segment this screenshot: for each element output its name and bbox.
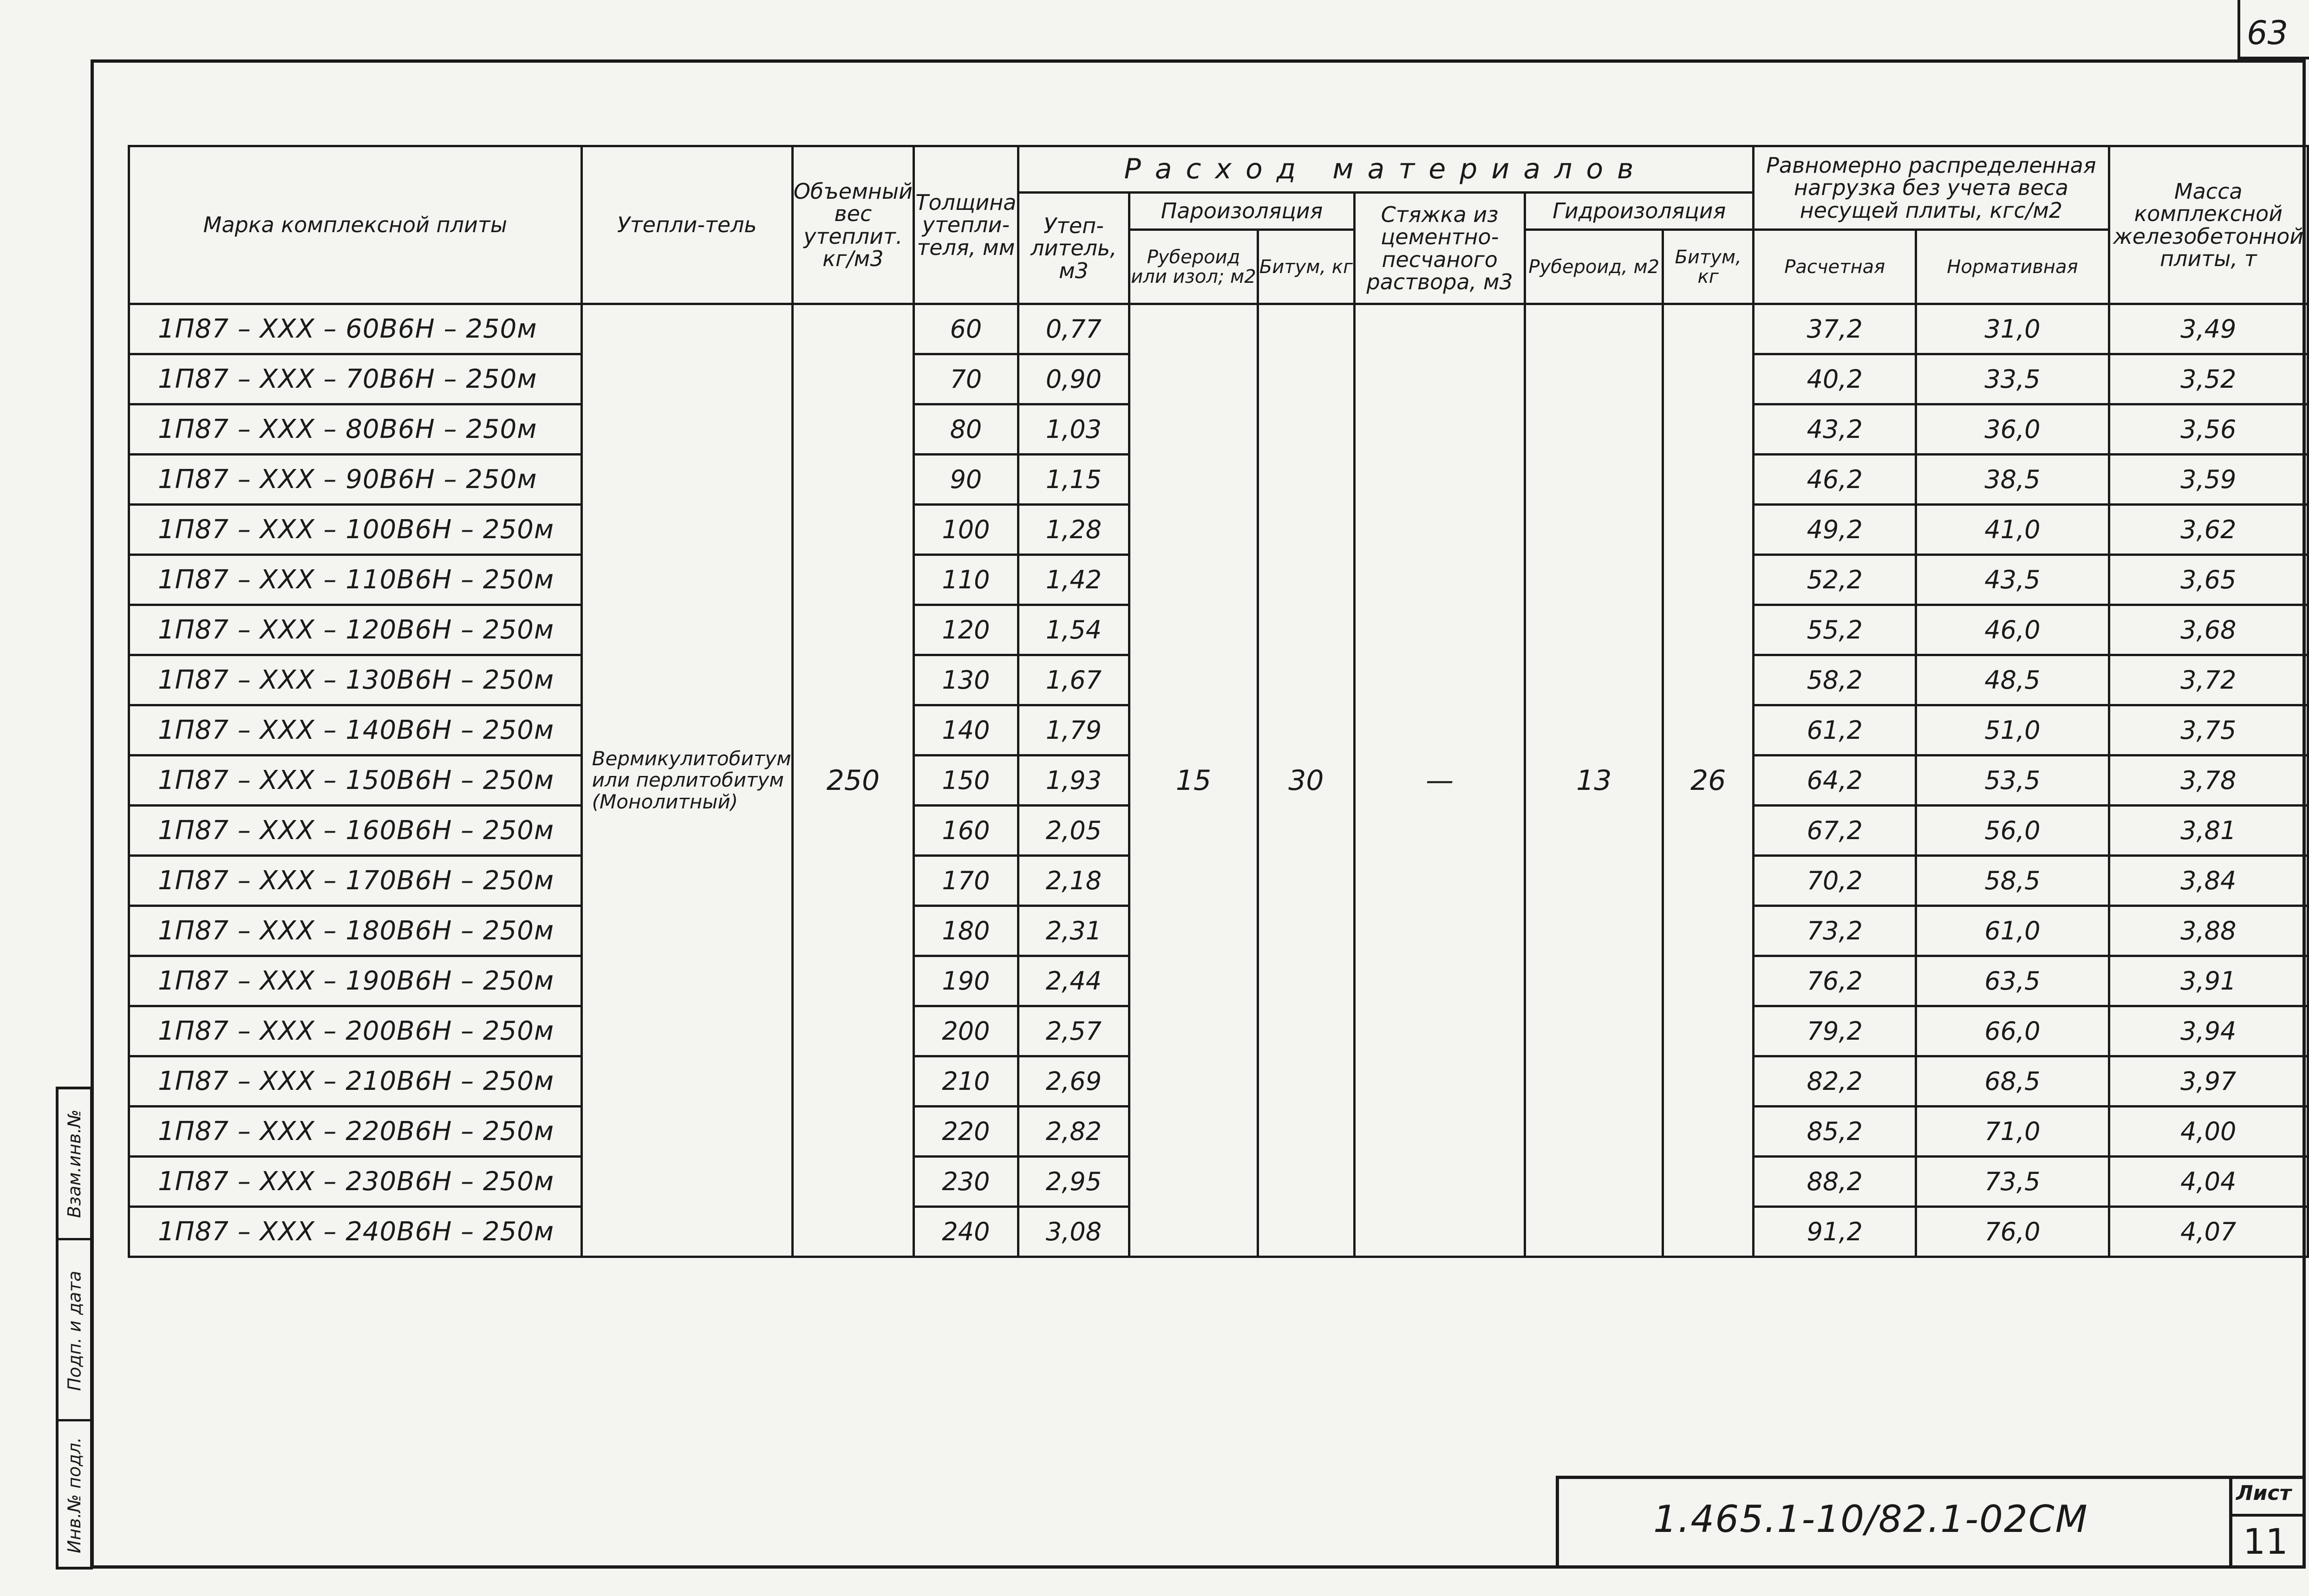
cell-mark: 1П87 – XXX – 220В6Н – 250м <box>129 1107 582 1157</box>
stamp-sign: Подп. и дата <box>59 1238 90 1421</box>
cell-load-normative: 58,5 <box>1916 856 2109 906</box>
cell-mark: 1П87 – XXX – 190В6Н – 250м <box>129 956 582 1006</box>
cell-thickness: 240 <box>914 1207 1018 1257</box>
cell-mass: 3,91 <box>2109 956 2308 1006</box>
cell-cons-insulation: 0,77 <box>1018 304 1129 354</box>
cell-load-normative: 33,5 <box>1916 354 2109 404</box>
cell-load-normative: 48,5 <box>1916 655 2109 705</box>
cell-mark: 1П87 – XXX – 230В6Н – 250м <box>129 1157 582 1207</box>
cell-mass: 3,88 <box>2109 906 2308 956</box>
cell-load-design: 46,2 <box>1754 455 1916 505</box>
cell-load-normative: 61,0 <box>1916 906 2109 956</box>
cell-mark: 1П87 – XXX – 170В6Н – 250м <box>129 856 582 906</box>
cell-mark: 1П87 – XXX – 160В6Н – 250м <box>129 806 582 856</box>
header-hydro: Гидроизоляция <box>1525 193 1754 230</box>
cell-load-design: 43,2 <box>1754 404 1916 455</box>
cell-cons-insulation: 1,03 <box>1018 404 1129 455</box>
cell-load-normative: 46,0 <box>1916 605 2109 655</box>
cell-hydro-bitumen: 26 <box>1663 304 1754 1257</box>
cell-vapor-bitumen: 30 <box>1258 304 1354 1257</box>
header-vapor: Пароизоляция <box>1129 193 1355 230</box>
cell-load-normative: 31,0 <box>1916 304 2109 354</box>
cell-mark: 1П87 – XXX – 200В6Н – 250м <box>129 1006 582 1056</box>
cell-load-normative: 66,0 <box>1916 1006 2109 1056</box>
cell-load-normative: 51,0 <box>1916 705 2109 756</box>
cell-mass: 3,59 <box>2109 455 2308 505</box>
cell-load-design: 76,2 <box>1754 956 1916 1006</box>
cell-load-normative: 73,5 <box>1916 1157 2109 1207</box>
cell-load-design: 58,2 <box>1754 655 1916 705</box>
cell-mark: 1П87 – XXX – 70В6Н – 250м <box>129 354 582 404</box>
header-mass: Масса комплексной железобетонной плиты, т <box>2109 146 2308 304</box>
cell-load-normative: 68,5 <box>1916 1056 2109 1107</box>
cell-load-normative: 63,5 <box>1916 956 2109 1006</box>
cell-cons-insulation: 3,08 <box>1018 1207 1129 1257</box>
cell-thickness: 80 <box>914 404 1018 455</box>
cell-cons-insulation: 2,18 <box>1018 856 1129 906</box>
cell-thickness: 230 <box>914 1157 1018 1207</box>
cell-mark: 1П87 – XXX – 210В6Н – 250м <box>129 1056 582 1107</box>
cell-cons-insulation: 1,93 <box>1018 756 1129 806</box>
cell-mass: 4,07 <box>2109 1207 2308 1257</box>
cell-load-design: 61,2 <box>1754 705 1916 756</box>
materials-table <box>128 145 2309 1258</box>
margin-stamp <box>56 1087 93 1570</box>
cell-mass: 3,78 <box>2109 756 2308 806</box>
cell-load-design: 37,2 <box>1754 304 1916 354</box>
cell-thickness: 160 <box>914 806 1018 856</box>
sheet-box-divider <box>2229 1514 2306 1517</box>
header-screed: Стяжка из цементно-песчаного раствора, м3 <box>1354 193 1525 304</box>
document-code: 1.465.1-10/82.1-02СМ <box>1653 1498 2088 1541</box>
cell-mark: 1П87 – XXX – 240В6Н – 250м <box>129 1207 582 1257</box>
cell-cons-insulation: 1,28 <box>1018 505 1129 555</box>
cell-thickness: 170 <box>914 856 1018 906</box>
cell-mass: 3,81 <box>2109 806 2308 856</box>
cell-mass: 3,72 <box>2109 655 2308 705</box>
cell-mass: 3,65 <box>2109 555 2308 605</box>
header-consumption: Расход материалов <box>1018 146 1753 193</box>
cell-vapor-ruberoid: 15 <box>1129 304 1258 1257</box>
cell-load-design: 67,2 <box>1754 806 1916 856</box>
sheet-number: 11 <box>2243 1521 2288 1562</box>
cell-thickness: 110 <box>914 555 1018 605</box>
cell-mark: 1П87 – XXX – 130В6Н – 250м <box>129 655 582 705</box>
cell-volume-weight: 250 <box>792 304 913 1257</box>
cell-mass: 3,75 <box>2109 705 2308 756</box>
header-insulation: Утепли-тель <box>581 146 792 304</box>
cell-load-normative: 53,5 <box>1916 756 2109 806</box>
header-hydro-bitumen: Битум, кг <box>1663 230 1754 304</box>
cell-mass: 3,94 <box>2109 1006 2308 1056</box>
cell-load-normative: 71,0 <box>1916 1107 2109 1157</box>
header-vapor-ruberoid: Рубероид или изол; м2 <box>1129 230 1258 304</box>
cell-mark: 1П87 – XXX – 110В6Н – 250м <box>129 555 582 605</box>
header-cons-insulation: Утеп-литель, м3 <box>1018 193 1129 304</box>
cell-load-normative: 76,0 <box>1916 1207 2109 1257</box>
cell-thickness: 60 <box>914 304 1018 354</box>
header-thickness: Толщина утепли-теля, мм <box>914 146 1018 304</box>
cell-load-design: 55,2 <box>1754 605 1916 655</box>
cell-load-design: 40,2 <box>1754 354 1916 404</box>
cell-thickness: 190 <box>914 956 1018 1006</box>
stamp-inv: Инв.№ подл. <box>59 1419 90 1569</box>
cell-cons-insulation: 1,42 <box>1018 555 1129 605</box>
cell-mass: 3,49 <box>2109 304 2308 354</box>
cell-load-design: 52,2 <box>1754 555 1916 605</box>
cell-mark: 1П87 – XXX – 140В6Н – 250м <box>129 705 582 756</box>
header-hydro-ruberoid: Рубероид, м2 <box>1525 230 1663 304</box>
cell-cons-insulation: 2,69 <box>1018 1056 1129 1107</box>
cell-mass: 4,00 <box>2109 1107 2308 1157</box>
header-volume-weight: Объемный вес утеплит. кг/м3 <box>792 146 913 304</box>
stamp-replace: Взам.инв.№ <box>64 1109 85 1218</box>
cell-mass: 3,97 <box>2109 1056 2308 1107</box>
cell-thickness: 120 <box>914 605 1018 655</box>
cell-mass: 3,68 <box>2109 605 2308 655</box>
cell-thickness: 100 <box>914 505 1018 555</box>
cell-cons-insulation: 1,79 <box>1018 705 1129 756</box>
cell-cons-insulation: 2,44 <box>1018 956 1129 1006</box>
cell-cons-insulation: 2,31 <box>1018 906 1129 956</box>
cell-thickness: 150 <box>914 756 1018 806</box>
page-number: 63 <box>2247 14 2289 52</box>
cell-hydro-ruberoid: 13 <box>1525 304 1663 1257</box>
cell-load-design: 49,2 <box>1754 505 1916 555</box>
cell-load-design: 70,2 <box>1754 856 1916 906</box>
cell-load-normative: 41,0 <box>1916 505 2109 555</box>
cell-load-normative: 36,0 <box>1916 404 2109 455</box>
cell-thickness: 210 <box>914 1056 1018 1107</box>
cell-load-normative: 43,5 <box>1916 555 2109 605</box>
cell-load-design: 64,2 <box>1754 756 1916 806</box>
cell-mass: 3,56 <box>2109 404 2308 455</box>
cell-load-normative: 56,0 <box>1916 806 2109 856</box>
cell-cons-insulation: 1,67 <box>1018 655 1129 705</box>
header-load-design: Расчетная <box>1754 230 1916 304</box>
cell-load-design: 73,2 <box>1754 906 1916 956</box>
cell-mass: 3,52 <box>2109 354 2308 404</box>
cell-load-design: 85,2 <box>1754 1107 1916 1157</box>
cell-cons-insulation: 2,57 <box>1018 1006 1129 1056</box>
cell-mass: 3,84 <box>2109 856 2308 906</box>
cell-cons-insulation: 1,54 <box>1018 605 1129 655</box>
cell-cons-insulation: 1,15 <box>1018 455 1129 505</box>
cell-mass: 3,62 <box>2109 505 2308 555</box>
cell-cons-insulation: 2,05 <box>1018 806 1129 856</box>
table-row <box>129 304 2308 354</box>
cell-mass: 4,04 <box>2109 1157 2308 1207</box>
cell-cons-insulation: 0,90 <box>1018 354 1129 404</box>
cell-thickness: 180 <box>914 906 1018 956</box>
cell-thickness: 90 <box>914 455 1018 505</box>
cell-thickness: 70 <box>914 354 1018 404</box>
cell-cons-insulation: 2,82 <box>1018 1107 1129 1157</box>
cell-mark: 1П87 – XXX – 60В6Н – 250м <box>129 304 582 354</box>
cell-insulation: Вермикулитобитум или перлитобитум (Монолитный) <box>581 304 792 1257</box>
cell-mark: 1П87 – XXX – 150В6Н – 250м <box>129 756 582 806</box>
cell-load-design: 91,2 <box>1754 1207 1916 1257</box>
header-load: Равномерно распределенная нагрузка без учета веса несущей плиты, кгс/м2 <box>1754 146 2109 230</box>
cell-thickness: 200 <box>914 1006 1018 1056</box>
header-mark: Марка комплексной плиты <box>129 146 582 304</box>
cell-load-design: 88,2 <box>1754 1157 1916 1207</box>
page-number-border <box>2237 0 2240 60</box>
cell-thickness: 140 <box>914 705 1018 756</box>
cell-load-design: 82,2 <box>1754 1056 1916 1107</box>
table-body <box>129 304 2308 1257</box>
cell-load-design: 79,2 <box>1754 1006 1916 1056</box>
data-table-wrapper <box>128 145 2309 1258</box>
cell-mark: 1П87 – XXX – 100В6Н – 250м <box>129 505 582 555</box>
header-load-normative: Нормативная <box>1916 230 2109 304</box>
cell-mark: 1П87 – XXX – 180В6Н – 250м <box>129 906 582 956</box>
cell-load-normative: 38,5 <box>1916 455 2109 505</box>
cell-screed: — <box>1354 304 1525 1257</box>
cell-mark: 1П87 – XXX – 80В6Н – 250м <box>129 404 582 455</box>
cell-mark: 1П87 – XXX – 90В6Н – 250м <box>129 455 582 505</box>
header-vapor-bitumen: Битум, кг <box>1258 230 1354 304</box>
cell-thickness: 130 <box>914 655 1018 705</box>
sheet-label: Лист <box>2236 1481 2291 1505</box>
cell-thickness: 220 <box>914 1107 1018 1157</box>
cell-mark: 1П87 – XXX – 120В6Н – 250м <box>129 605 582 655</box>
cell-cons-insulation: 2,95 <box>1018 1157 1129 1207</box>
